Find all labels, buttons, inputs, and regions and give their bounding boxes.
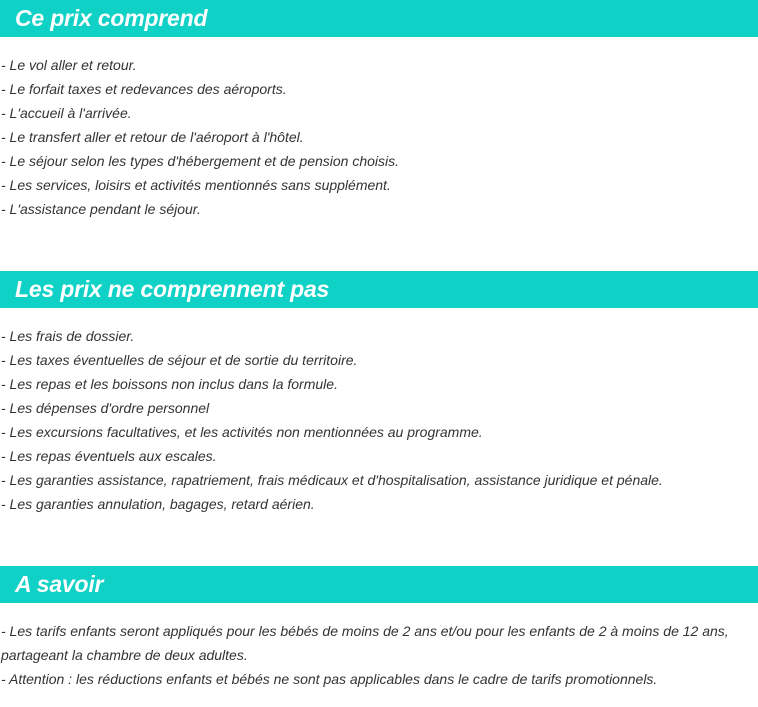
section-title: Les prix ne comprennent pas [15,276,330,302]
list-item: - Les repas et les boissons non inclus dans la formule. [1,376,338,392]
section-header-prix-ne-comprennent-pas [0,271,758,308]
list-item: - L'accueil à l'arrivée. [1,105,132,121]
list-item: - Les excursions facultatives, et les activités non mentionnées au programme. [1,424,483,440]
list-item: - L'assistance pendant le séjour. [1,201,201,217]
excluded-list [1,324,757,516]
list-item: - Le vol aller et retour. [1,57,137,73]
list-item: - Le transfert aller et retour de l'aéroport à l'hôtel. [1,129,304,145]
list-item: - Les dépenses d'ordre personnel [1,400,210,416]
included-list [1,53,757,221]
list-item: - Les taxes éventuelles de séjour et de sortie du territoire. [1,352,358,368]
list-item: - Les garanties annulation, bagages, retard aérien. [1,496,315,512]
list-item: - Le séjour selon les types d'hébergement et de pension choisis. [1,153,400,169]
section-title: Ce prix comprend [15,5,208,31]
list-item: - Les frais de dossier. [1,328,135,344]
section-title: A savoir [15,571,104,597]
list-item: - Les tarifs enfants seront appliqués pour les bébés de moins de 2 ans et/ou pour les enfants de 2 à moins de 12 ans, partageant la chambre de deux adultes. [1,623,729,663]
list-item: - Attention : les réductions enfants et bébés ne sont pas applicables dans le cadre de tarifs promotionnels. [1,671,658,687]
section-header-a-savoir [0,566,758,603]
list-item: - Le forfait taxes et redevances des aéroports. [1,81,287,97]
list-item: - Les services, loisirs et activités mentionnés sans supplément. [1,177,391,193]
list-item: - Les repas éventuels aux escales. [1,448,217,464]
list-item: - Les garanties assistance, rapatriement, frais médicaux et d'hospitalisation, assistance juridique et pénale. [1,472,663,488]
section-header-ce-prix-comprend [0,0,758,37]
notes-list [1,619,757,691]
